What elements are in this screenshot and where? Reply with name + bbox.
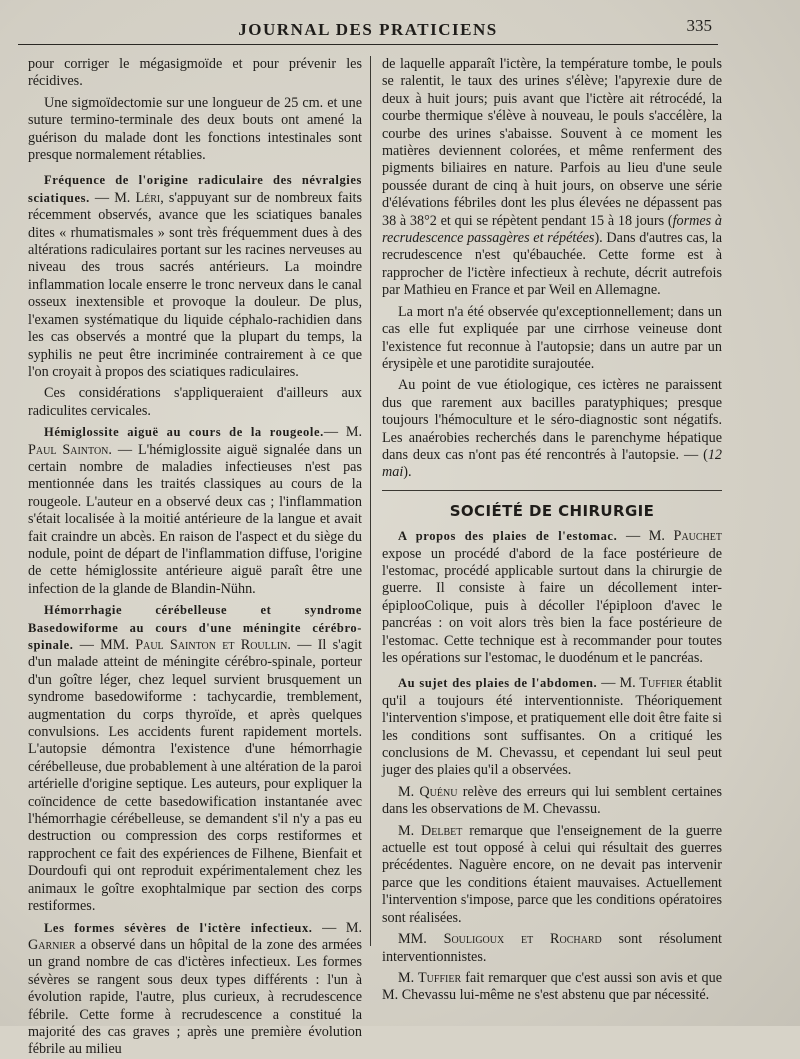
- article-body: [382, 675, 722, 779]
- separator: —: [617, 528, 649, 545]
- paragraph-text: relève des erreurs qui lui semblent certaines dans les observations de M. Chevassu.: [382, 783, 722, 818]
- article-title: Fréquence de l'origine radiculaire des névralgies sciatiques.: [28, 173, 362, 205]
- article-plaies-abdomen: [382, 675, 722, 1004]
- separator: —: [323, 424, 346, 441]
- article-sciatiques: [28, 172, 362, 420]
- author-name: M. Delbet: [398, 822, 463, 839]
- article-title: A propos des plaies de l'estomac.: [398, 529, 618, 544]
- paragraph: pour corriger le mégasigmoïde et pour prévenir les récidives.: [28, 56, 362, 90]
- article-ictere: [28, 920, 362, 1059]
- paragraph-text: ). Dans d'autres cas, la recrudescence n'est qu'ébauchée. Cette forme est à rapprocher de l'ictère infectieux à rechute, décrit autrefois par Mathieu en France et par Weil en Allemagne.: [382, 230, 722, 299]
- section-rule: [382, 490, 722, 491]
- article-hemiglossite: [28, 424, 362, 598]
- article-body: [28, 602, 362, 915]
- article-body: [28, 424, 362, 598]
- paragraph: La mort n'a été observée qu'exceptionnellement; dans un cas elle fut expliquée par une cirrhose veineuse dont l'existence fut reconnue à l'autopsie; dans un autre par un érysipèle et une parotidite surajoutée.: [382, 303, 722, 372]
- article-body: [28, 172, 362, 381]
- italic-text: formes à recrudescence passagères et répétées: [382, 212, 722, 247]
- paragraph: Ces considérations s'appliqueraient d'ailleurs aux radiculites cervicales.: [28, 385, 362, 419]
- right-column: [382, 56, 722, 1005]
- article-text: a observé dans un hôpital de la zone des armées un grand nombre de cas d'ictères infectieux. Les formes sévères se rangent sous deux types différents : l'un à évolution rapide, l'autre, plus curieux, à recrudescence fébrile. Cette forme à recrudescence a constitué la majorité des cas graves ; après une première évolution fébrile au milieu: [28, 936, 362, 1058]
- author-name: M. Léri: [114, 189, 161, 206]
- paragraph-text: remarque que l'enseignement de la guerre actuelle est tout opposé à celui qui résultait des guerres précédentes. Naguère encore, on ne devait pas intervenir parce que les conditions étaient mauvaises. Actuellement l'intervention s'impose, parce que les conditions opératoires sont réalisées.: [382, 822, 722, 926]
- author-name: MM. Souligoux et Rochard: [398, 931, 602, 948]
- article-hemorrhagie: [28, 602, 362, 915]
- article-text: . — L'hémiglossite aiguë signalée dans un certain nombre de maladies infectieuses n'est pas mentionnée dans les traités classiques au cours de la rougeole. L'auteur en a observé deux cas ; l'inflammation s'était localisée à la moitié antérieure de la langue et avait fait craindre un abcès. En raison de l'aspect et du siège du nodule, point de départ de l'inflammation diffuse, l'origine de cette hémiglossite antérieure aiguë paraît être une infection de la glande de Blandin-Nühn.: [28, 441, 363, 597]
- article-text: , s'appuyant sur de nombreux faits récemment observés, avance que les sciatiques banales dites « rhumatismales » sont très fréquemment dues à des altérations radiculaires portant sur les racines nerveuses au niveau des trous sacrés antérieurs. La moindre inflammation locale enserre le tronc nerveux dans le canal osseux inextensible et provoque la douleur. De plus, l'examen systématique du liquide céphalo-rachidien dans les cas observés a montré que la plupart du temps, la syphilis ne peut être incriminée contrairement à ce que l'on croyait à propos des sciatiques radiculaires.: [28, 189, 362, 380]
- separator: —: [312, 919, 346, 936]
- article-text: . — Il s'agit d'un malade atteint de méningite cérébro-spinale, porteur d'un goître léger, chez lequel survient brusquement un syndrome basedowiforme : tachycardie, tremblement, augmentation du corps thyroïde, et après quelques convulsions. Les accidents furent rapidement mortels. L'autopsie démontra l'existence d'une hémorrhagie cérébelleuse, due probablement à une altération de la paroi artérielle d'origine septique. Les auteurs, pour expliquer la coïncidence de cette basedowification instantanée avec l'hémorrhagie cérébelleuse, se demandent s'il n'y a pas eu destruction ou compression des corps restiformes et rapprochent ce fait des expériences de Filhene, Bienfait et Dourdoufi qui ont reproduit expérimentalement chez les animaux le goître exophtalmique par section des corps restiformes.: [28, 637, 362, 915]
- article-title: Au sujet des plaies de l'abdomen.: [398, 676, 598, 691]
- paragraph: [382, 931, 722, 966]
- journal-title: JOURNAL DES PRATICIENS: [238, 20, 498, 39]
- paragraph-text: sont résolument interventionnistes.: [382, 931, 722, 965]
- author-name: M. Paul Sainton: [28, 424, 362, 458]
- column-divider: [370, 56, 371, 946]
- paragraph-text: de laquelle apparaît l'ictère, la température tombe, le pouls se ralentit, le taux des urines s'élève; l'apyrexie dure de deux à huit jours; puis avant que l'ictère ait rétrocédé, la courbe thermique s'élève à nouveau, le pouls s'accélère, la courbe des urines s'abaisse. Souvent à ce moment les matières deviennent colorées, et même renferment des pigments biliaires en nature. Parfois au lieu d'une seule poussée durant de cinq à huit jours, on observe une série d'élévations fébriles dont les plus élevées ne dépassent pas 38 à 38°2 et qui se répètent pendant 15 à 18 jours (: [382, 56, 722, 229]
- session-date: 12 mai: [382, 446, 722, 481]
- author-name: M. Pauchet: [648, 528, 723, 545]
- paragraph-text: ).: [403, 464, 412, 481]
- author-name: MM. Paul Sainton et Roullin: [100, 637, 288, 653]
- paragraph: [382, 56, 722, 300]
- author-name: M. Tuffier: [619, 675, 683, 692]
- page-header: [18, 10, 718, 45]
- separator: —: [73, 637, 101, 653]
- page-number: 335: [686, 16, 712, 35]
- separator: —: [89, 189, 115, 206]
- article-text: expose un procédé d'abord de la face postérieure de l'estomac, procédé applicable surtout dans la chirurgie de guerre. Il consiste à faire un décollement inter-épiplooColique, puis à décoller l'épiploon d'avec le pancréas : on voit alors très bien la face postérieure de l'estomac. Cette technique est à recommander pour toutes les opérations sur l'estomac, le duodénum et le pancréas.: [382, 545, 722, 666]
- author-name: M. Garnier: [28, 919, 362, 953]
- left-column: [28, 56, 362, 1059]
- separator: —: [597, 675, 620, 692]
- paragraph-text: fait remarquer que c'est aussi son avis et que M. Chevassu lui-même ne s'est abstenu que par nécessité.: [382, 969, 723, 1004]
- article-title: Hémorrhagie cérébelleuse et syndrome Basedowiforme au cours d'une méningite cérébro-spinale.: [28, 603, 362, 652]
- paragraph: [382, 970, 722, 1005]
- article-title: Hémiglossite aiguë au cours de la rougeole.: [44, 425, 324, 440]
- article-title: Les formes sévères de l'ictère infectieux.: [44, 920, 313, 935]
- article-body: [382, 528, 722, 667]
- paragraph-text: Au point de vue étiologique, ces ictères ne paraissent dus que rarement aux bacilles paratyphiques; presque toujours l'hémoculture et le séro-diagnostic sont négatifs. Les anaérobies recherchés dans le parenchyme hépatique dans deux cas n'ont pas été rencontrés à l'autopsie. — (: [382, 377, 722, 463]
- article-text: établit qu'il a toujours été interventionniste. Théoriquement l'intervention s'impose, et pratiquement elle doit être faite si les conditions sont suffisantes. On a critiqué les conclusions de M. Chevassu, et cependant lui seul peut juger des plaies qu'il a observées.: [382, 675, 722, 779]
- author-name: M. Tuffier: [398, 969, 462, 986]
- paragraph: [382, 784, 722, 819]
- author-name: M. Quénu: [398, 783, 458, 800]
- article-body: [28, 920, 362, 1059]
- paragraph: [382, 823, 722, 927]
- paragraph: [382, 377, 722, 481]
- paragraph: Une sigmoïdectomie sur une longueur de 25 cm. et une suture termino-terminale des deux bouts ont amené la guérison du malade dont les fonctions intestinales sont presque normalement rétablies.: [28, 94, 362, 164]
- section-title: SOCIÉTÉ DE CHIRURGIE: [449, 501, 655, 520]
